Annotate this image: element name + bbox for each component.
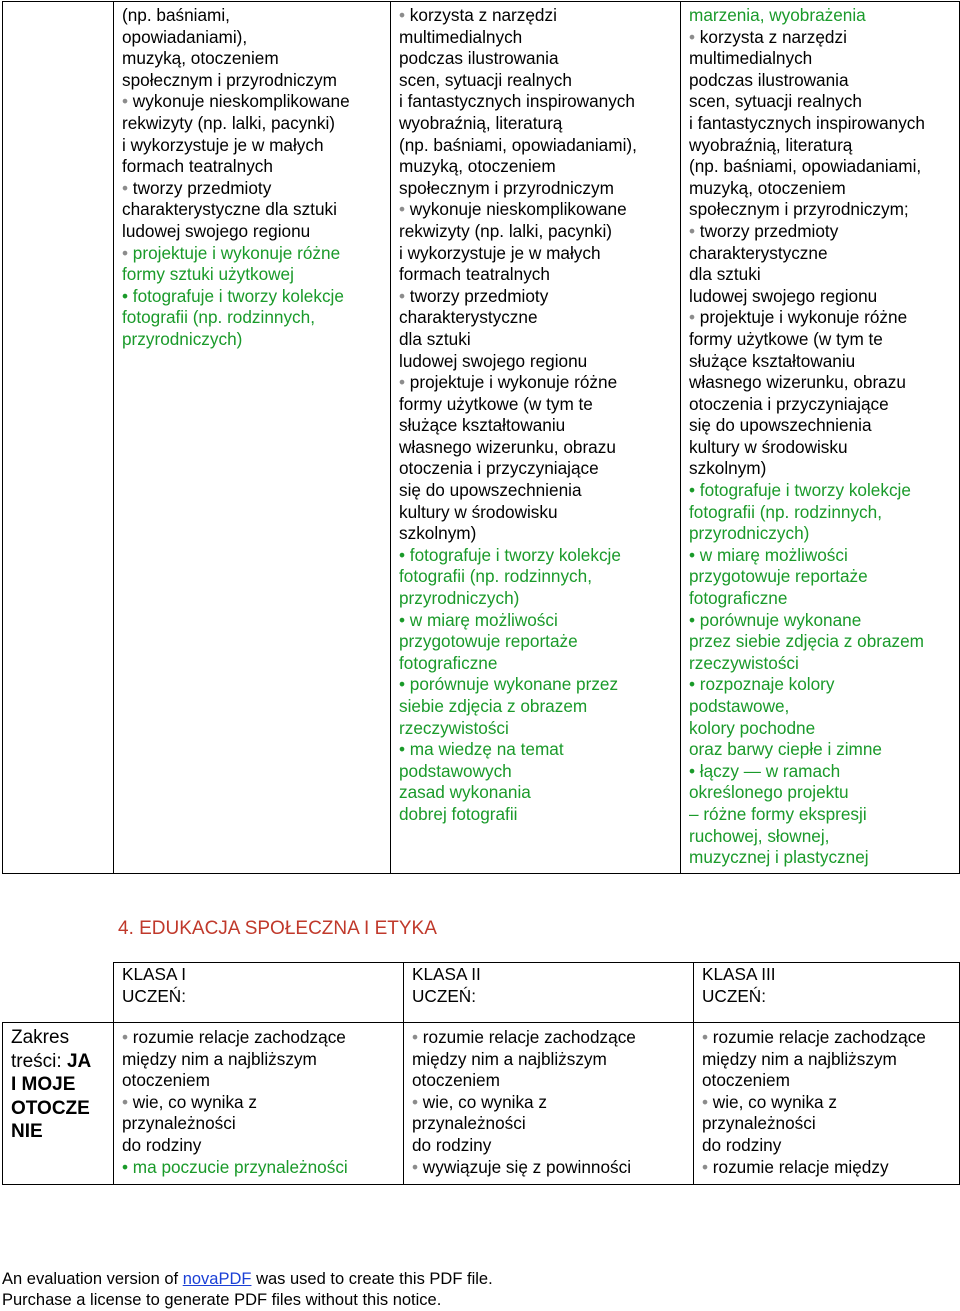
text-line: fotograficzne [689,588,788,609]
text-line: rekwizyty (np. lalki, pacynki) [122,112,335,133]
text-line: dla sztuki [399,328,471,349]
bullet-icon: • [122,177,129,198]
text-line: • projektuje i wykonuje różne [122,242,341,263]
text-line: • ma wiedzę na temat [399,739,564,760]
text-line: scen, sytuacji realnych [399,69,572,90]
text-line: służące kształtowaniu [399,415,566,436]
text-line: przynależności [412,1113,526,1134]
text-line: • rozumie relacje zachodzące [702,1027,926,1047]
text-line: otoczeniem [412,1070,500,1091]
bullet-icon: • [122,242,129,263]
text-line: (np. baśniami, opowiadaniami), [399,134,637,155]
row-label-line: treści: [11,1050,67,1072]
curriculum-table-art [2,1,960,874]
text-line: opowiadaniami), [122,26,248,47]
row-label-bold: NIE [11,1121,43,1142]
bullet-list [122,1027,395,1178]
novapdf-link[interactable]: novaPDF [182,1270,252,1288]
text-line: przynależności [122,1113,236,1134]
text-line: formy sztuki użytkowej [122,264,294,285]
text-line: oraz barwy ciepłe i zimne [689,739,882,760]
klasa-2-content [404,1023,694,1185]
text-line: • rozpoznaje kolory [689,674,835,695]
bullet-list [412,1027,685,1178]
text-line: przyrodniczych) [122,328,243,349]
text-line: formy użytkowe (w tym te [689,328,883,349]
text-line: wyobraźnią, literaturą [399,112,563,133]
bullet-icon: • [399,285,406,306]
text-line: rzeczywistości [689,652,799,673]
text-line: własnego wizerunku, obrazu [399,436,616,457]
text-line: • w miarę możliwości [399,609,558,630]
text-line: kultury w środowisku [399,501,558,522]
row-label-bold: OTOCZE [11,1097,90,1119]
bullet-list [689,5,951,869]
bullet-icon: • [399,199,406,220]
text-line: • tworzy przedmioty [399,285,549,306]
text-line: • rozumie relacje zachodzące [412,1027,636,1047]
text-line: muzyką, otoczeniem [399,156,556,177]
text-line: formach teatralnych [399,264,550,285]
text-line: i wykorzystuje je w małych [122,134,324,155]
bullet-icon: • [689,26,696,47]
text-line: • tworzy przedmioty [689,220,839,241]
text-line: • porównuje wykonane [689,609,862,630]
text-line: • wywiązuje się z powinności [412,1156,632,1177]
text-line: charakterystyczne [399,307,538,328]
empty-label-cell [3,2,114,874]
text-line: podczas ilustrowania [689,69,849,90]
text-line: przez siebie zdjęcia z obrazem [689,631,925,652]
text-line: społecznym i przyrodniczym; [689,199,909,220]
text-line: • fotografuje i tworzy kolekcje [689,480,911,501]
bullet-list [122,5,382,351]
text-line: • rozumie relacje zachodzące [122,1027,346,1047]
notice-text: Purchase a license to generate PDF files without this notice. [2,1291,442,1309]
text-line: • projektuje i wykonuje różne [399,372,618,393]
text-line: – różne formy ekspresji [689,803,867,824]
text-line: dla sztuki [689,264,761,285]
text-line: między nim a najbliższym [412,1048,607,1069]
text-line: multimedialnych [689,48,813,69]
text-line: • projektuje i wykonuje różne [689,307,908,328]
text-line: (np. baśniami, opowiadaniami, [689,156,922,177]
text-line: • ma poczucie przynależności [122,1156,348,1177]
text-line: • fotografuje i tworzy kolekcje [399,544,621,565]
text-line: muzyką, otoczeniem [689,177,846,198]
uczen-label: UCZEŃ: [702,985,766,1006]
bullet-icon: • [412,1156,419,1177]
text-line: do rodziny [122,1134,202,1155]
text-line: • korzysta z narzędzi [399,5,557,25]
text-line: • tworzy przedmioty [122,177,272,198]
text-line: do rodziny [412,1134,492,1155]
text-line: określonego projektu [689,782,849,803]
text-line: scen, sytuacji realnych [689,91,862,112]
text-line: podczas ilustrowania [399,48,559,69]
text-line: • wie, co wynika z [122,1091,257,1112]
curriculum-table-social [2,962,960,1185]
text-line: do rodziny [702,1134,782,1155]
text-line: marzenia, wyobrażenia [689,5,866,25]
text-line: rekwizyty (np. lalki, pacynki) [399,220,612,241]
text-line: fotografii (np. rodzinnych, [399,566,592,587]
text-line: fotografii (np. rodzinnych, [689,501,882,522]
klasa-label: KLASA I [122,964,187,984]
row-label-line: Zakres [11,1027,70,1048]
text-line: • wykonuje nieskomplikowane [122,91,350,112]
text-line: szkolnym) [399,523,477,544]
klasa-2-content [391,2,681,874]
bullet-icon: • [689,220,696,241]
text-line: się do upowszechnienia [689,415,872,436]
bullet-icon: • [122,1027,129,1047]
text-line: muzycznej i plastycznej [689,847,869,868]
uczen-label: UCZEŃ: [412,985,476,1006]
text-line: i fantastycznych inspirowanych [689,112,925,133]
text-line: kultury w środowisku [689,436,848,457]
text-line: przynależności [702,1113,816,1134]
text-line: przyrodniczych) [399,588,520,609]
text-line: multimedialnych [399,26,523,47]
bullet-list [399,5,672,826]
text-line: fotografii (np. rodzinnych, [122,307,315,328]
text-line: otoczeniem [702,1070,790,1091]
text-line: i wykorzystuje je w małych [399,242,601,263]
bullet-icon: • [122,91,129,112]
bullet-list [702,1027,951,1178]
klasa-1-content [114,2,391,874]
bullet-icon: • [702,1091,709,1112]
evaluation-notice [2,1269,493,1311]
text-line: zasad wykonania [399,782,531,803]
text-line: podstawowe, [689,696,790,716]
text-line: wyobraźnią, literaturą [689,134,853,155]
text-line: formy użytkowe (w tym te [399,393,593,414]
row-label-bold: JA [66,1050,92,1072]
header-klasa-2 [404,963,694,1023]
text-line: otoczeniem [122,1070,210,1091]
klasa-3-content [681,2,960,874]
section-title: 4. EDUKACJA SPOŁECZNA I ETYKA [118,918,437,939]
text-line: się do upowszechnienia [399,480,582,501]
bullet-icon: • [702,1156,709,1177]
text-line: otoczenia i przyczyniające [399,458,599,479]
text-line: szkolnym) [689,458,767,479]
klasa-label: KLASA II [412,964,481,984]
bullet-icon: • [399,5,406,25]
text-line: własnego wizerunku, obrazu [689,372,906,393]
text-line: przyrodniczych) [689,523,810,544]
notice-text: was used to create this PDF file. [251,1270,493,1288]
bullet-icon: • [122,1091,129,1112]
text-line: • fotografuje i tworzy kolekcje [122,285,344,306]
bullet-icon: • [399,372,406,393]
text-line: dobrej fotografii [399,803,518,824]
text-line: formach teatralnych [122,156,273,177]
text-line: • wie, co wynika z [412,1091,547,1112]
klasa-1-content [114,1023,404,1185]
klasa-label: KLASA III [702,964,776,984]
text-line: i fantastycznych inspirowanych [399,91,635,112]
text-line: rzeczywistości [399,717,509,738]
text-line: między nim a najbliższym [702,1048,897,1069]
text-line: kolory pochodne [689,717,816,738]
empty-corner-cell [3,963,114,1023]
text-line: • w miarę możliwości [689,544,848,565]
text-line: • korzysta z narzędzi [689,26,847,47]
text-line: charakterystyczne dla sztuki [122,199,337,220]
text-line: ludowej swojego regionu [399,350,588,371]
text-line: ruchowej, słownej, [689,825,830,846]
text-line: • porównuje wykonane przez [399,674,619,695]
uczen-label: UCZEŃ: [122,985,186,1006]
text-line: fotograficzne [399,652,498,673]
text-line: • rozumie relacje między [702,1156,889,1177]
text-line: otoczenia i przyczyniające [689,393,889,414]
text-line: społecznym i przyrodniczym [399,177,614,198]
text-line: • wie, co wynika z [702,1091,837,1112]
text-line: społecznym i przyrodniczym [122,69,337,90]
text-line: • łączy — w ramach [689,760,841,781]
text-line: • wykonuje nieskomplikowane [399,199,627,220]
text-line: podstawowych [399,760,512,781]
text-line: przygotowuje reportaże [399,631,578,652]
bullet-icon: • [412,1091,419,1112]
notice-text: An evaluation version of [2,1270,183,1288]
row-label-bold: I MOJE [11,1074,76,1095]
klasa-3-content [694,1023,960,1185]
bullet-icon: • [412,1027,419,1047]
text-line: siebie zdjęcia z obrazem [399,696,588,716]
text-line: muzyką, otoczeniem [122,48,279,69]
bullet-icon: • [702,1027,709,1047]
text-line: przygotowuje reportaże [689,566,868,587]
text-line: służące kształtowaniu [689,350,856,371]
text-line: charakterystyczne [689,242,828,263]
text-line: ludowej swojego regionu [689,285,878,306]
text-line: (np. baśniami, [122,5,230,25]
text-line: ludowej swojego regionu [122,220,311,241]
bullet-icon: • [689,307,696,328]
header-klasa-1 [114,963,404,1023]
text-line: między nim a najbliższym [122,1048,317,1069]
header-klasa-3 [694,963,960,1023]
row-label-ja-i-moje-otoczenie [3,1023,114,1185]
